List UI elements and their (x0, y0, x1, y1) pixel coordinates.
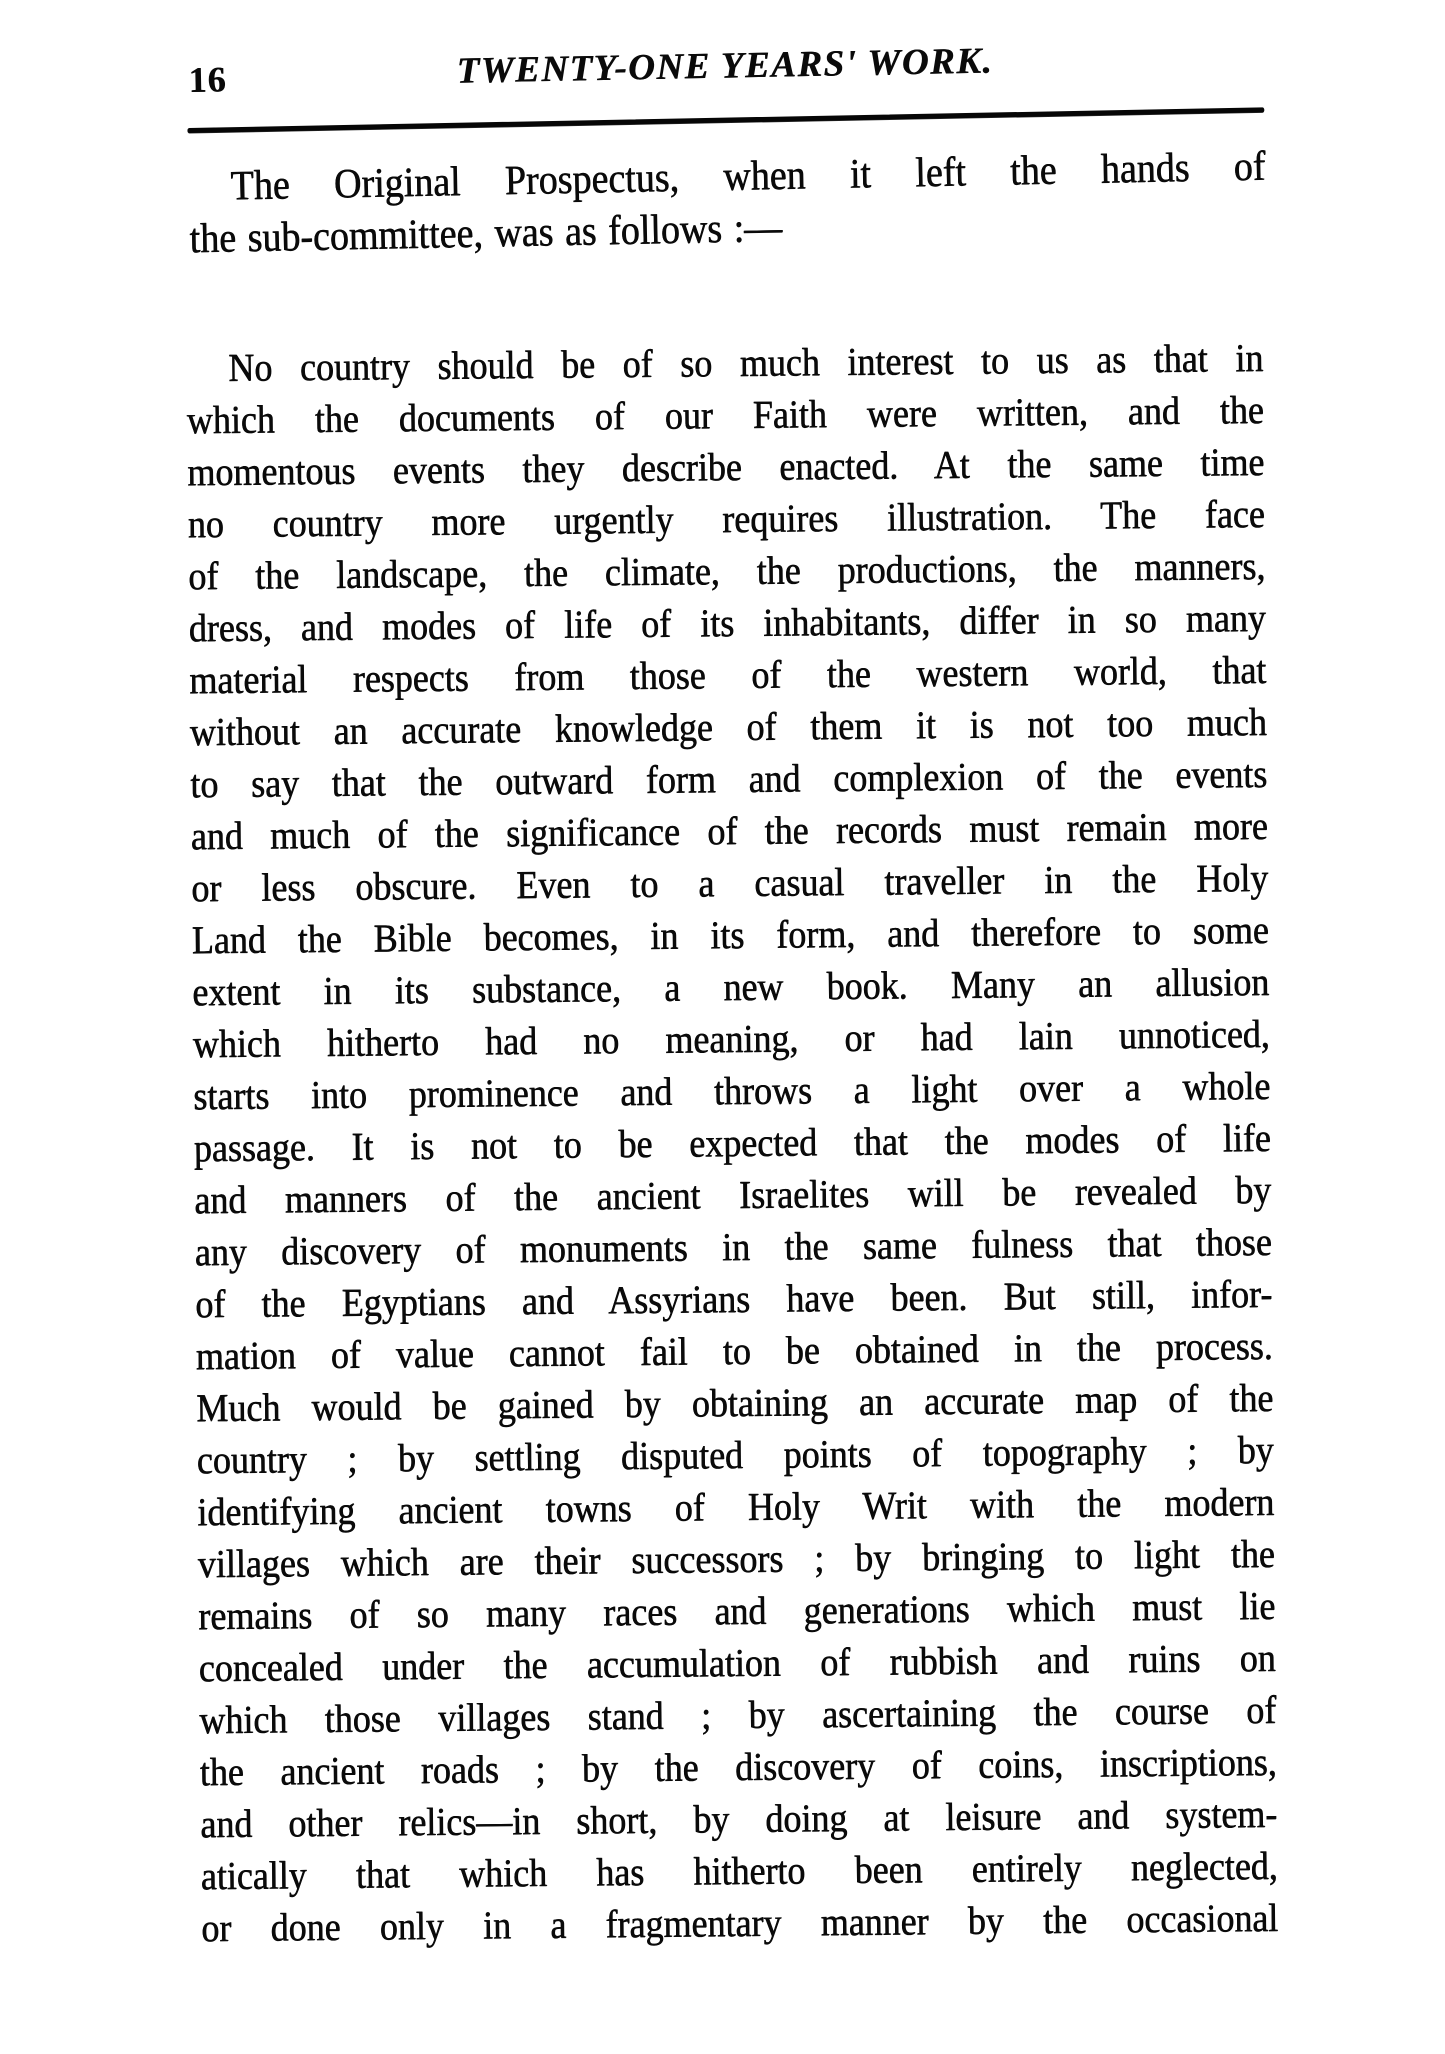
text-line: Much would be gained by obtaining an accurate map of the (196, 1375, 1274, 1430)
text-line: momentous events they describe enacted. At the same time (187, 439, 1265, 494)
text-line: and manners of the ancient Israelites will be revealed by (194, 1167, 1272, 1222)
text-line: of the landscape, the climate, the productions, the manners, (188, 543, 1266, 598)
text-line: The Original Prospectus, when it left the hands of (230, 143, 1266, 210)
text-line: which the documents of our Faith were written, and the (186, 387, 1264, 442)
text-line: country ; by settling disputed points of topography ; by (196, 1427, 1274, 1482)
text-line: which hitherto had no meaning, or had lain unnoticed, (192, 1011, 1270, 1066)
text-line: starts into prominence and throws a light over a whole (193, 1063, 1271, 1118)
page-lower-block (186, 332, 1278, 1954)
text-line: which those villages stand ; by ascertaining the course of (199, 1687, 1277, 1742)
text-line: material respects from those of the western world, that (189, 647, 1267, 702)
text-line: and other relics—in short, by doing at leisure and system- (200, 1791, 1278, 1846)
header-rule (187, 107, 1264, 133)
text-line: passage. It is not to be expected that the modes of life (193, 1115, 1271, 1170)
text-line: or less obscure. Even to a casual traveller in the Holy (191, 855, 1269, 910)
text-line: identifying ancient towns of Holy Writ with the modern (197, 1479, 1275, 1534)
text-line: and much of the significance of the records must remain more (190, 803, 1268, 858)
prospectus-quote (186, 332, 1278, 1954)
text-line: villages which are their successors ; by bringing to light the (197, 1531, 1275, 1586)
text-line: without an accurate knowledge of them it is not too much (189, 699, 1267, 754)
text-line: of the Egyptians and Assyrians have been. But still, infor- (195, 1271, 1273, 1326)
page-number: 16 (188, 59, 227, 100)
text-line: concealed under the accumulation of rubbish and ruins on (198, 1635, 1276, 1690)
text-line: any discovery of monuments in the same fulness that those (194, 1219, 1272, 1274)
text-line: no country more urgently requires illustration. The face (187, 491, 1265, 546)
text-line: mation of value cannot fail to be obtained in the process. (195, 1323, 1273, 1378)
text-line: remains of so many races and generations which must lie (198, 1583, 1276, 1638)
text-line: dress, and modes of life of its inhabitants, differ in so many (188, 595, 1266, 650)
text-line: to say that the outward form and complexion of the events (190, 751, 1268, 806)
intro-paragraph (188, 140, 1267, 265)
text-line: Land the Bible becomes, in its form, and therefore to some (191, 907, 1269, 962)
text-line: extent in its substance, a new book. Many an allusion (192, 959, 1270, 1014)
running-title: TWENTY-ONE YEARS' WORK. (456, 40, 994, 92)
page-upper-block (186, 34, 1267, 265)
text-line: atically that which has hitherto been entirely neglected, (200, 1843, 1278, 1898)
text-line: or done only in a fragmentary manner by the occasional (201, 1895, 1279, 1950)
text-line: No country should be of so much interest to us as that in (228, 335, 1264, 390)
text-line: the sub-committee, was as follows :— (189, 204, 783, 263)
text-line: the ancient roads ; by the discovery of coins, inscriptions, (199, 1739, 1277, 1794)
page-header (186, 34, 1264, 101)
